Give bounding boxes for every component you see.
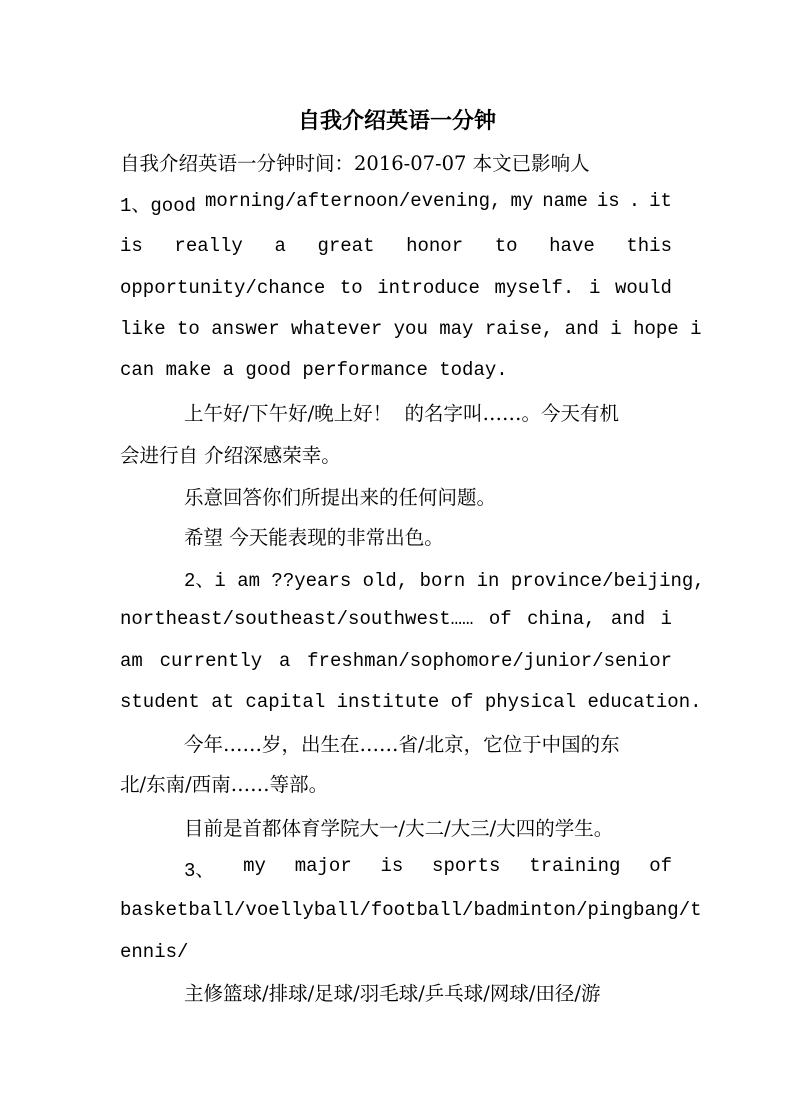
p3-line-1: [184, 855, 672, 882]
word: training: [529, 855, 621, 877]
word: my: [510, 190, 534, 212]
word: of: [649, 855, 672, 877]
word: is: [380, 855, 404, 877]
word: a: [278, 650, 291, 672]
zh2-line-2: 北/东南/西南……等部。: [120, 773, 329, 796]
word: to: [494, 235, 518, 257]
word: my: [243, 855, 266, 877]
p1-line-5: can make a good performance today.: [120, 359, 508, 381]
word: have: [549, 235, 595, 257]
p1-line-1: [120, 190, 672, 217]
word: name: [542, 190, 588, 212]
p1-line-2: [120, 235, 672, 257]
p2-line-2: [120, 608, 672, 630]
word: major: [294, 855, 352, 877]
word: freshman/sophomore/junior/senior: [307, 650, 672, 672]
word: northeast/southeast/southwest……: [120, 608, 474, 630]
p2-line-3: [120, 650, 672, 672]
p1-line-3: [120, 277, 672, 299]
word: 3、: [184, 860, 215, 882]
word: morning/afternoon/evening,: [205, 190, 502, 212]
word: myself.: [494, 277, 575, 299]
p1-line-4: like to answer whatever you may raise, and i hope i: [120, 318, 702, 340]
document-title: 自我介绍英语一分钟: [298, 108, 497, 134]
zh2-line-3: 目前是首都体育学院大一/大二/大三/大四的学生。: [184, 817, 614, 840]
word: it: [649, 190, 672, 212]
p3-line-3: ennis/: [120, 941, 189, 963]
zh3-line-1: 主修篮球/排球/足球/羽毛球/乒乓球/网球/田径/游: [184, 982, 601, 1005]
zh1-line-2: 会进行自 介绍深感荣幸。: [120, 444, 341, 467]
word: to: [339, 277, 363, 299]
word: am: [120, 650, 143, 672]
zh2-line-1: 今年……岁，出生在……省/北京，它位于中国的东: [184, 733, 620, 756]
meta-line: 自我介绍英语一分钟时间：2016-07-07 本文已影响人: [120, 152, 590, 175]
word: would: [614, 277, 672, 299]
word: china,: [527, 608, 596, 630]
word: opportunity/chance: [120, 277, 326, 299]
word: .: [628, 190, 641, 212]
word: great: [317, 235, 375, 257]
word: currently: [159, 650, 263, 672]
word: honor: [406, 235, 464, 257]
word: i: [660, 608, 672, 630]
word: is: [120, 235, 143, 257]
word: of: [488, 608, 512, 630]
p2-line-4: student at capital institute of physical education.: [120, 691, 702, 713]
word: this: [626, 235, 672, 257]
word: really: [174, 235, 243, 257]
zh1-line-4: 希望 今天能表现的非常出色。: [184, 526, 444, 549]
word: is: [596, 190, 620, 212]
p2-line-1: 2、i am ??years old, born in province/beijing,: [184, 570, 705, 592]
p3-line-2: basketball/voellyball/football/badminton/pingbang/t: [120, 899, 702, 921]
word: and: [610, 608, 646, 630]
word: a: [274, 235, 286, 257]
word: 1、good: [120, 195, 197, 217]
zh1-line-3: 乐意回答你们所提出来的任何问题。: [184, 486, 497, 509]
word: sports: [432, 855, 501, 877]
word: introduce: [377, 277, 480, 299]
zh1-line-1: 上午好/下午好/晚上好！ 的名字叫……。今天有机: [184, 402, 620, 425]
word: i: [588, 277, 601, 299]
